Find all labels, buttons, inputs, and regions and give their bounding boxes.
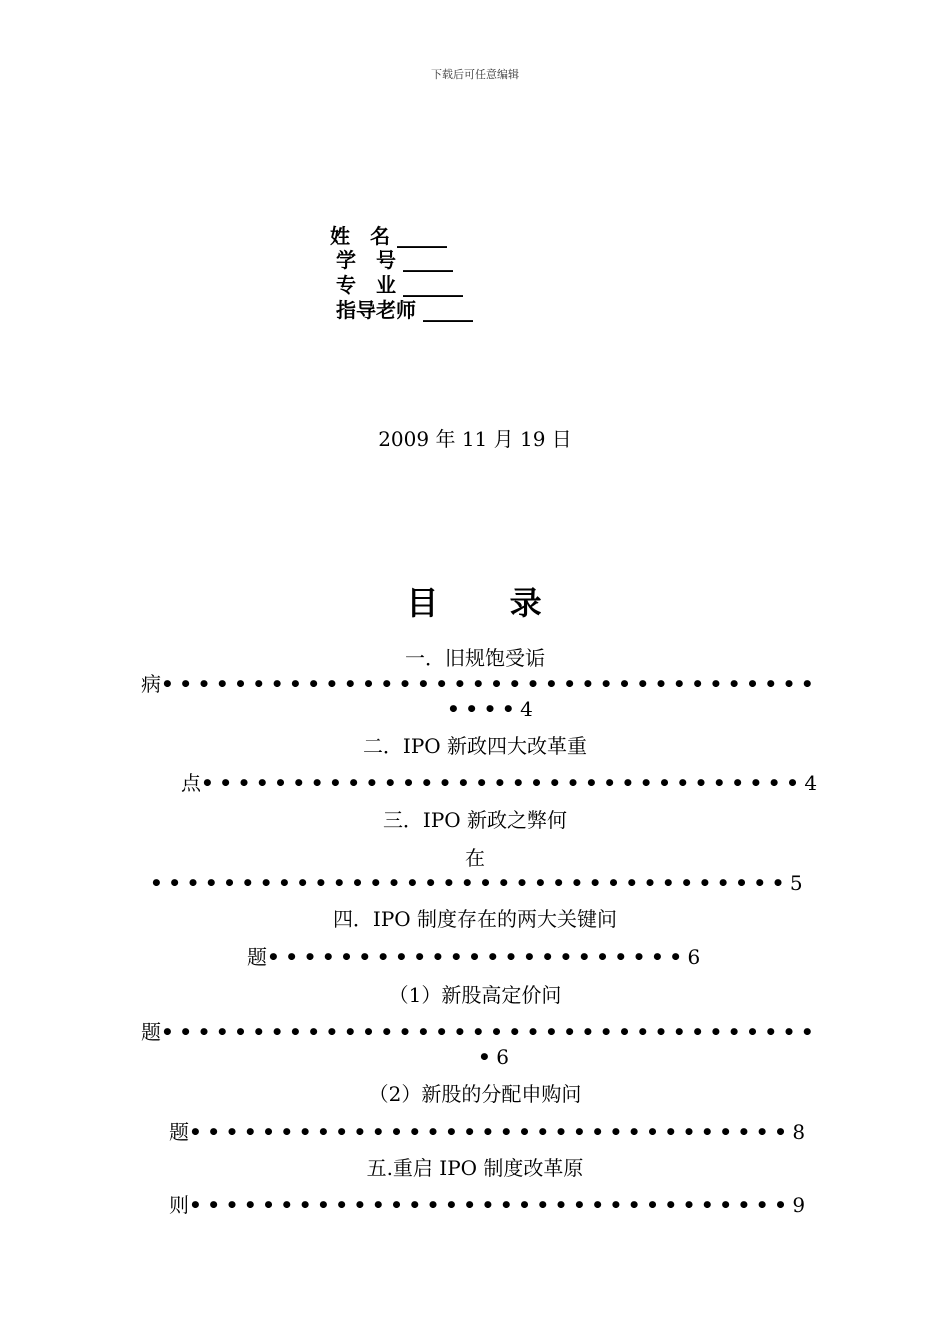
- toc-entry-page: 4: [520, 697, 533, 721]
- toc-entry-page: 8: [792, 1120, 806, 1144]
- toc-entry-title[interactable]: 一．旧规饱受诟: [405, 646, 545, 670]
- toc-entry-leader: [141, 671, 819, 697]
- toc-entry-lead: 病: [141, 672, 161, 696]
- toc-entry-leader: [169, 1119, 805, 1145]
- toc-entry-lead: 点: [181, 771, 201, 795]
- toc-entry-title[interactable]: 四．IPO 制度存在的两大关键问: [332, 907, 618, 931]
- toc-entry-page-line: [447, 696, 533, 722]
- toc-entry-lead: 题: [247, 945, 267, 969]
- major-field: 专 业 ______: [336, 273, 463, 297]
- toc-entry-leader: [181, 770, 817, 796]
- dot-leader: •••••••••••••••••••••••: [267, 945, 688, 969]
- student-id-field: 学 号 _____: [336, 248, 453, 272]
- toc-entry-leader: [169, 1192, 805, 1218]
- dot-leader: ••••: [447, 697, 521, 721]
- dot-leader: •••••••••••••••••••••••••••••••••: [201, 771, 805, 795]
- toc-entry-title[interactable]: 三．IPO 新政之弊何: [382, 808, 568, 832]
- dot-leader: •: [478, 1045, 497, 1069]
- toc-entry-lead: 题: [169, 1120, 189, 1144]
- toc-entry-page: 4: [804, 771, 818, 795]
- advisor-field: 指导老师 _____: [336, 298, 473, 322]
- toc-title: 目 录: [406, 584, 572, 622]
- submission-date: 2009 年 11 月 19 日: [378, 427, 572, 451]
- toc-entry-title[interactable]: （2）新股的分配申购问: [368, 1082, 582, 1106]
- name-field: 姓 名 _____: [330, 224, 447, 248]
- dot-leader: •••••••••••••••••••••••••••••••••••: [150, 871, 790, 895]
- toc-entry-page: 9: [792, 1193, 806, 1217]
- toc-entry-title[interactable]: 五.重启 IPO 制度改革原: [366, 1156, 584, 1180]
- toc-entry-lead: 在: [465, 846, 485, 870]
- toc-entry-page: 6: [496, 1045, 510, 1069]
- page-header: 下载后可任意编辑: [431, 68, 519, 81]
- toc-entry-lead: 题: [141, 1020, 161, 1044]
- toc-entry-page: 5: [789, 871, 803, 895]
- dot-leader: ••••••••••••••••••••••••••••••••••••: [161, 672, 820, 696]
- toc-entry-leader: [247, 944, 700, 970]
- toc-entry-title[interactable]: （1）新股高定价问: [388, 983, 562, 1007]
- dot-leader: ••••••••••••••••••••••••••••••••••••: [161, 1020, 820, 1044]
- toc-entry-lead: 则: [169, 1193, 189, 1217]
- dot-leader: •••••••••••••••••••••••••••••••••: [189, 1193, 793, 1217]
- toc-entry-leader: [141, 1019, 819, 1045]
- toc-entry-page-line: [478, 1044, 509, 1070]
- toc-entry-page: 6: [687, 945, 701, 969]
- toc-entry-page-line: [150, 870, 803, 896]
- toc-entry-title[interactable]: 二．IPO 新政四大改革重: [362, 734, 588, 758]
- dot-leader: •••••••••••••••••••••••••••••••••: [189, 1120, 793, 1144]
